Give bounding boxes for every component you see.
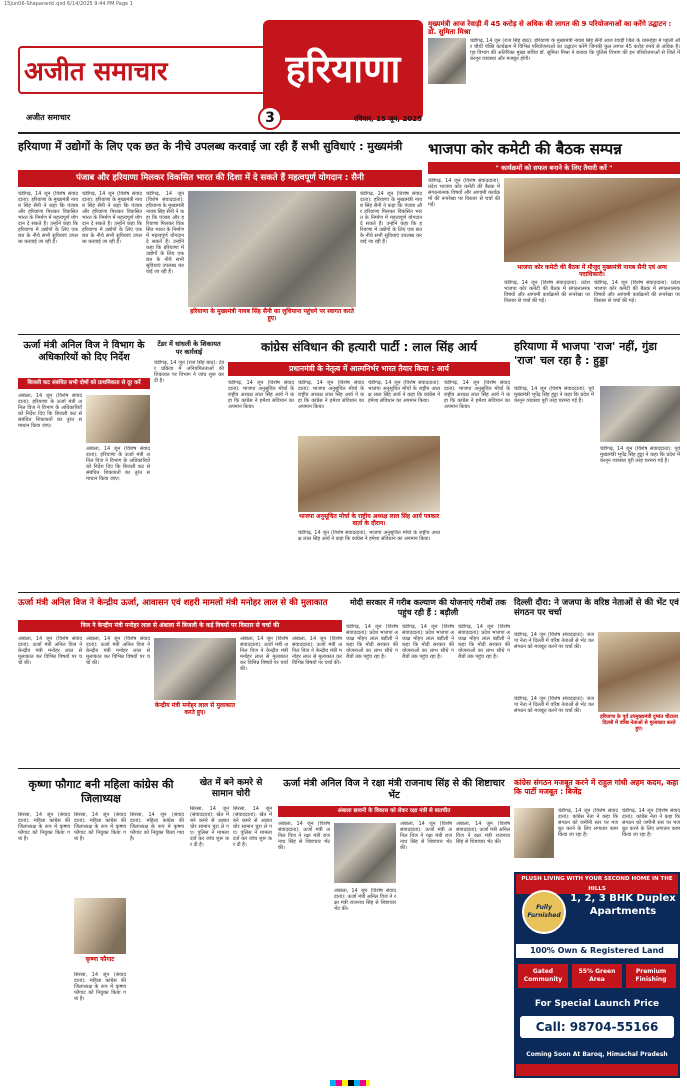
hooda-photo <box>600 386 680 442</box>
arya-headline: कांग्रेस संविधान की हत्यारी पार्टी : लाल सिंह आर्य <box>260 340 477 354</box>
tender-body: चंडीगढ़, 14 जून (राज सिंह बाठ): टेंडर प्रक्रिया में अनियमितताओं की शिकायत पर विभाग ने जांच शुरू कर दी है। <box>154 360 224 384</box>
top-right-photo <box>428 38 466 84</box>
ad-offer: For Special Launch Price <box>534 999 660 1009</box>
krishna-story <box>18 778 184 1078</box>
property-ad <box>514 872 680 1078</box>
delhi-caption: हरियाणा के पूर्व उपमुख्यमंत्री दुष्यंत चौटाला दिल्ली में वरिष्ठ नेताओं से मुलाकात करते हुए। <box>600 714 678 732</box>
manohar-caption: केन्द्रीय मंत्री मनोहर लाल से मुलाकात करते हुए। <box>154 702 236 716</box>
khet-headline: खेत में बने कमरे से सामान चोरी <box>199 778 263 799</box>
khet-body-col2: सिरसा, 14 जून (संवाददाता): खेत में बने कमरे से अज्ञात चोर सामान चुरा ले गए। पुलिस ने मामला दर्ज कर जांच शुरू कर दी है। <box>233 806 272 848</box>
lead-body-col3: चंडीगढ़, 14 जून (विशेष संवाददाता): हरियाणा के मुख्यमंत्री नायब सिंह सैनी ने कहा कि पंजाब और हरियाणा मिलकर विकसित भारत के निर्माण में महत्वपूर्ण योगदान दे सकते हैं। उन्होंने कहा कि हरियाणा में उद्योगों के लिए एक छत के नीचे सभी सुविधाएं उपलब्ध करवाई जा रही हैं। <box>146 191 184 275</box>
modi-body-col3: चंडीगढ़, 14 जून (विशेष संवाददाता): प्रदेश भाजपा अध्यक्ष मोहन लाल बड़ौली ने कहा कि मोदी सरकार की योजनाओं का लाभ सीधे गरीबों तक पहुंच रहा है। <box>458 624 510 660</box>
rajnath-story <box>278 778 510 1078</box>
ad-badge-text: Fully Furnished <box>527 904 561 919</box>
vij-photo <box>86 395 150 443</box>
krishna-body-col4: सिरसा, 14 जून (संवाददाता): महिला कांग्रेस की जिलाध्यक्ष के रूप में कृष्णा फौगाट को नियुक्त किया गया है। <box>130 812 184 842</box>
lead-caption: हरियाणा के मुख्यमंत्री नायब सिंह सैनी का लुधियाना पहुंचने पर स्वागत करते हुए। <box>190 308 354 322</box>
arya-body-col4: चंडीगढ़, 14 जून (विशेष संवाददाता): भाजपा अनुसूचित मोर्चा के राष्ट्रीय अध्यक्ष लाल सिंह आर्य ने कहा कि कांग्रेस ने हमेशा संविधान का अपमान किया। <box>298 530 440 542</box>
section-rule-1 <box>18 334 680 335</box>
congress-body-col2: चंडीगढ़, 14 जून (विशेष संवाददाता): कांग्रेस नेता ने कहा कि संगठन को जमीनी स्तर पर मजबूत करने के लिए लगातार काम किया जा रहा है। <box>622 808 680 838</box>
vij-body-col2: अंबाला, 14 जून (विशेष संवाददाता): हरियाणा के ऊर्जा मंत्री अनिल विज ने विभाग के अधिकारियों को निर्देश दिए कि बिजली कट से संबंधित शिकायतों का तुरंत समाधान किया जाए। <box>86 446 150 482</box>
manohar-body-col1: अंबाला, 14 जून (विशेष संवाददाता): ऊर्जा मंत्री अनिल विज ने केन्द्रीय मंत्री मनोहर लाल से मुलाकात कर विभिन्न विषयों पर चर्चा की। <box>18 636 82 666</box>
ad-badge <box>522 890 566 934</box>
ad-feature-3: Premium Finishing <box>626 964 676 988</box>
modi-body-col2: चंडीगढ़, 14 जून (विशेष संवाददाता): प्रदेश भाजपा अध्यक्ष मोहन लाल बड़ौली ने कहा कि मोदी सरकार की योजनाओं का लाभ सीधे गरीबों तक पहुंच रहा है। <box>402 624 454 660</box>
krishna-body-col1: सिरसा, 14 जून (संवाददाता): महिला कांग्रेस की जिलाध्यक्ष के रूप में कृष्णा फौगाट को नियुक्त किया गया है। <box>18 812 70 842</box>
manohar-headline: ऊर्जा मंत्री अनिल विज ने केन्द्रीय ऊर्जा, आवासन एवं शहरी मामलों मंत्री मनोहर लाल से की मुलाकात <box>18 598 328 608</box>
congress-story <box>514 778 680 868</box>
modi-body-col1: चंडीगढ़, 14 जून (विशेष संवाददाता): प्रदेश भाजपा अध्यक्ष मोहन लाल बड़ौली ने कहा कि मोदी सरकार की योजनाओं का लाभ सीधे गरीबों तक पहुंच रहा है। <box>346 624 398 660</box>
arya-story <box>228 340 510 586</box>
manohar-body-col4: अंबाला, 14 जून (विशेष संवाददाता): ऊर्जा मंत्री अनिल विज ने केन्द्रीय मंत्री मनोहर लाल से मुलाकात कर विभिन्न विषयों पर चर्चा की। <box>292 636 342 666</box>
tender-story <box>154 340 224 586</box>
congress-headline: कांग्रेस संगठन मजबूत करने में राहुल गांधी अहम कदम, कहा कि पार्टी मजबूत : बिजेंद्र <box>514 778 679 796</box>
arya-body-col1: चंडीगढ़, 14 जून (विशेष संवाददाता): भाजपा अनुसूचित मोर्चा के राष्ट्रीय अध्यक्ष लाल सिंह आर्य ने कहा कि कांग्रेस ने हमेशा संविधान का अपमान किया। <box>228 380 294 410</box>
lead-photo <box>188 191 356 307</box>
masthead <box>18 20 423 128</box>
rajnath-body-col2: अंबाला, 14 जून (विशेष संवाददाता): ऊर्जा मंत्री अनिल विज ने रक्षा मंत्री राजनाथ सिंह से शिष्टाचार भेंट की। <box>334 888 396 912</box>
masthead-name-left: अजीत समाचार <box>24 57 168 87</box>
arya-body-col3: चंडीगढ़, 14 जून (विशेष संवाददाता): भाजपा अनुसूचित मोर्चा के राष्ट्रीय अध्यक्ष लाल सिंह आर्य ने कहा कि कांग्रेस ने हमेशा संविधान का अपमान किया। <box>368 380 440 404</box>
top-right-headline: मुख्यमंत्री आज रेवाड़ी में 45 करोड़ से अधिक की लागत की 9 परियोजनाओं का करेंगे उद्घाटन : डॉ. सुमिता मिश्रा <box>428 20 672 36</box>
vij-story <box>18 340 150 586</box>
vij-subhead: बिजली कट संबंधित सभी दोषों को प्राथमिकता से दूर करें <box>18 378 150 389</box>
masthead-edition: अजीत समाचार <box>26 113 71 122</box>
masthead-date: रविवार, 15 जून, 2025 <box>353 115 422 123</box>
delhi-body-col1: चंडीगढ़, 14 जून (विशेष संवाददाता): जजपा नेता ने दिल्ली में वरिष्ठ नेताओं से भेंट कर संगठन को मजबूत करने पर चर्चा की। <box>514 632 594 650</box>
krishna-body-col2: सिरसा, 14 जून (संवाददाता): महिला कांग्रेस की जिलाध्यक्ष के रूप में कृष्णा फौगाट को नियुक्त किया गया है। <box>74 812 126 842</box>
delhi-story <box>514 598 680 764</box>
bjp-story <box>428 140 680 328</box>
manohar-body-col3: अंबाला, 14 जून (विशेष संवाददाता): ऊर्जा मंत्री अनिल विज ने केन्द्रीय मंत्री मनोहर लाल से मुलाकात कर विभिन्न विषयों पर चर्चा की। <box>240 636 288 672</box>
ad-product: 1, 2, 3 BHK Duplex Apartments <box>570 893 676 917</box>
hooda-headline: हरियाणा में भाजपा 'राज' नहीं, गुंडा 'राज' चल रहा है : हुड्डा <box>514 340 657 367</box>
bjp-photo <box>504 178 680 262</box>
lead-subhead: पंजाब और हरियाणा मिलकर विकसित भारत की दिशा में दे सकते हैं महत्वपूर्ण योगदान : सैनी <box>18 170 422 187</box>
krishna-body-col3: सिरसा, 14 जून (संवाददाता): महिला कांग्रेस की जिलाध्यक्ष के रूप में कृष्णा फौगाट को नियुक्त किया गया है। <box>74 972 126 1002</box>
print-slug: 15Jun06-Shaparankl.qxd 6/14/2025 9:44 PM Page 1 <box>4 1 133 7</box>
rajnath-photo <box>334 823 396 883</box>
krishna-photo <box>74 898 126 954</box>
hooda-body-col1: चंडीगढ़, 14 जून (विशेष संवाददाता): पूर्व मुख्यमंत्री भूपेंद्र सिंह हुड्डा ने कहा कि प्रदेश में कानून व्यवस्था पूरी तरह चरमरा गई है। <box>514 386 594 404</box>
krishna-headline: कृष्णा फौगाट बनी महिला कांग्रेस की जिलाध्यक्ष <box>28 778 174 805</box>
ad-top-line: PLUSH LIVING WITH YOUR SECOND HOME IN THE HILLS <box>516 874 678 894</box>
manohar-photo <box>154 638 236 700</box>
ad-strip <box>516 1064 678 1076</box>
bjp-headline: भाजपा कोर कमेटी की बैठक सम्पन्न <box>428 140 622 158</box>
congress-body-col1: चंडीगढ़, 14 जून (विशेष संवाददाता): कांग्रेस नेता ने कहा कि संगठन को जमीनी स्तर पर मजबूत करने के लिए लगातार काम किया जा रहा है। <box>558 808 618 838</box>
lead-body-col4: चंडीगढ़, 14 जून (विशेष संवाददाता): हरियाणा के मुख्यमंत्री नायब सिंह सैनी ने कहा कि पंजाब और हरियाणा मिलकर विकसित भारत के निर्माण में महत्वपूर्ण योगदान दे सकते हैं। उन्होंने कहा कि हरियाणा में उद्योगों के लिए एक छत के नीचे सभी सुविधाएं उपलब्ध करवाई जा रही हैं। <box>360 191 422 245</box>
khet-story <box>190 778 272 1078</box>
masthead-rule <box>18 132 680 134</box>
bjp-subhead: " कार्यक्रमों को सफल बनाने के लिए तैयारी करें " <box>428 162 680 174</box>
manohar-body-col2: अंबाला, 14 जून (विशेष संवाददाता): ऊर्जा मंत्री अनिल विज ने केन्द्रीय मंत्री मनोहर लाल से मुलाकात कर विभिन्न विषयों पर चर्चा की। <box>86 636 150 666</box>
delhi-body-col2: चंडीगढ़, 14 जून (विशेष संवाददाता): जजपा नेता ने दिल्ली में वरिष्ठ नेताओं से भेंट कर संगठन को मजबूत करने पर चर्चा की। <box>514 696 594 714</box>
lead-headline: हरियाणा में उद्योगों के लिए एक छत के नीचे उपलब्ध करवाई जा रही हैं सभी सुविधाएं : मुख्यमंत्री <box>18 140 403 153</box>
modi-headline: मोदी सरकार में गरीब कल्याण की योजनाएं गरीबों तक पहुंच रही हैं : बड़ौली <box>349 598 507 617</box>
page-number-circle <box>258 106 282 130</box>
modi-story <box>346 598 510 764</box>
arya-body-col2: चंडीगढ़, 14 जून (विशेष संवाददाता): भाजपा अनुसूचित मोर्चा के राष्ट्रीय अध्यक्ष लाल सिंह आर्य ने कहा कि कांग्रेस ने हमेशा संविधान का अपमान किया। <box>298 380 364 410</box>
registration-marks <box>330 1080 370 1086</box>
bjp-caption: भाजपा कोर कमेटी की बैठक में मौजूद मुख्यमंत्री नायब सैनी एवं अन्य पदाधिकारी। <box>517 264 667 278</box>
ad-registration: 100% Own & Registered Land <box>516 944 678 958</box>
lead-story <box>18 140 422 328</box>
rajnath-body-col3: अंबाला, 14 जून (विशेष संवाददाता): ऊर्जा मंत्री अनिल विज ने रक्षा मंत्री राजनाथ सिंह से शिष्टाचार भेंट की। <box>400 821 452 851</box>
ad-phone[interactable]: Call: 98704-55166 <box>520 1016 674 1038</box>
rajnath-body-col4: अंबाला, 14 जून (विशेष संवाददाता): ऊर्जा मंत्री अनिल विज ने रक्षा मंत्री राजनाथ सिंह से शिष्टाचार भेंट की। <box>456 821 510 845</box>
krishna-caption: कृष्णा फौगाट <box>85 956 115 963</box>
hooda-story <box>514 340 680 586</box>
top-right-story <box>428 20 680 128</box>
arya-body-col5: चंडीगढ़, 14 जून (विशेष संवाददाता): भाजपा अनुसूचित मोर्चा के राष्ट्रीय अध्यक्ष लाल सिंह आर्य ने कहा कि कांग्रेस ने हमेशा संविधान का अपमान किया। <box>444 380 510 410</box>
ad-feature-2: 55% Green Area <box>572 964 622 988</box>
manohar-subhead: विज ने केन्द्रीय मंत्री मनोहर लाल से अंबाला में बिजली के कई विषयों पर विस्तार से चर्चा की <box>18 620 342 632</box>
delhi-photo <box>598 632 680 712</box>
vij-body-col1: अंबाला, 14 जून (विशेष संवाददाता): हरियाणा के ऊर्जा मंत्री अनिल विज ने विभाग के अधिकारियों को निर्देश दिए कि बिजली कट से संबंधित शिकायतों का तुरंत समाधान किया जाए। <box>18 393 82 429</box>
section-rule-2 <box>18 592 680 593</box>
bjp-body-col3: चंडीगढ़, 14 जून (विशेष संवाददाता): प्रदेश भाजपा कोर कमेटी की बैठक में संगठनात्मक विषयों और आगामी कार्यक्रमों की रूपरेखा पर विस्तार से चर्चा की गई। <box>594 280 680 304</box>
vij-headline: ऊर्जा मंत्री अनिल विज ने विभाग के अधिकारियों को दिए निर्देश <box>23 340 145 363</box>
masthead-name-right: हरियाणा <box>285 46 401 91</box>
hooda-body-col2: चंडीगढ़, 14 जून (विशेष संवाददाता): पूर्व मुख्यमंत्री भूपेंद्र सिंह हुड्डा ने कहा कि प्रदेश में कानून व्यवस्था पूरी तरह चरमरा गई है। <box>600 446 680 464</box>
delhi-headline: दिल्ली दौरा: ने जजपा के वरिष्ठ नेताओं से की भेंट एवं संगठन पर चर्चा <box>514 598 679 618</box>
arya-photo <box>298 436 440 512</box>
arya-subhead: प्रधानमंत्री के नेतृत्व में आत्मनिर्भर भारत तैयार किया : आर्य <box>228 362 510 376</box>
ad-feature-1: Gated Community <box>518 964 568 988</box>
manohar-story <box>18 598 342 764</box>
ad-location: Coming Soon At Baroq, Himachal Pradesh <box>526 1051 668 1058</box>
top-right-body: चंडीगढ़, 14 जून (राज सिंह बाठ): हरियाणा के मुख्यमंत्री नायब सिंह सैनी आज रेवाड़ी जिले के धारूहेड़ा में पहली और चौथी पंक्ति कार्यक्रम में विभिन्न परियोजनाओं का उद्घाटन करेंगे जिनकी कुल लागत 45 करोड़ रुपये से अधिक है। गृह विभाग की अतिरिक्त मुख्य सचिव डॉ. सुमिता मिश्रा ने बताया कि पुलिस विभाग की इन परियोजनाओं से जिले में कानून व्यवस्था और मजबूत होगी। <box>470 38 680 62</box>
rajnath-headline: ऊर्जा मंत्री अनिल विज ने रक्षा मंत्री राजनाथ सिंह से की शिष्टाचार भेंट <box>283 778 505 801</box>
arya-caption: भाजपा अनुसूचित मोर्चा के राष्ट्रीय अध्यक्ष लाल सिंह आर्य पत्रकार वार्ता के दौरान। <box>298 513 440 527</box>
rajnath-subhead: अंबाला छावनी के विकास को लेकर रक्षा मंत्री से बातचीत <box>278 806 510 817</box>
tender-headline: टेंडर में धांधली के शिकायत पर कार्रवाई <box>157 340 221 356</box>
bjp-body-col1: चंडीगढ़, 14 जून (विशेष संवाददाता): प्रदेश भाजपा कोर कमेटी की बैठक में संगठनात्मक विषयों और आगामी कार्यक्रमों की रूपरेखा पर विस्तार से चर्चा की गई। <box>428 178 500 208</box>
page-number: 3 <box>265 110 275 126</box>
congress-photo <box>514 808 554 858</box>
lead-body-col2: चंडीगढ़, 14 जून (विशेष संवाददाता): हरियाणा के मुख्यमंत्री नायब सिंह सैनी ने कहा कि पंजाब और हरियाणा मिलकर विकसित भारत के निर्माण में महत्वपूर्ण योगदान दे सकते हैं। उन्होंने कहा कि हरियाणा में उद्योगों के लिए एक छत के नीचे सभी सुविधाएं उपलब्ध करवाई जा रही हैं। <box>82 191 142 245</box>
khet-body-col1: सिरसा, 14 जून (संवाददाता): खेत में बने कमरे से अज्ञात चोर सामान चुरा ले गए। पुलिस ने मामला दर्ज कर जांच शुरू कर दी है। <box>190 806 229 848</box>
bjp-body-col2: चंडीगढ़, 14 जून (विशेष संवाददाता): प्रदेश भाजपा कोर कमेटी की बैठक में संगठनात्मक विषयों और आगामी कार्यक्रमों की रूपरेखा पर विस्तार से चर्चा की गई। <box>504 280 590 304</box>
rajnath-body-col1: अंबाला, 14 जून (विशेष संवाददाता): ऊर्जा मंत्री अनिल विज ने रक्षा मंत्री राजनाथ सिंह से शिष्टाचार भेंट की। <box>278 821 330 851</box>
section-rule-3 <box>18 768 680 769</box>
lead-body-col1: चंडीगढ़, 14 जून (विशेष संवाददाता): हरियाणा के मुख्यमंत्री नायब सिंह सैनी ने कहा कि पंजाब और हरियाणा मिलकर विकसित भारत के निर्माण में महत्वपूर्ण योगदान दे सकते हैं। उन्होंने कहा कि हरियाणा में उद्योगों के लिए एक छत के नीचे सभी सुविधाएं उपलब्ध करवाई जा रही हैं। <box>18 191 78 245</box>
